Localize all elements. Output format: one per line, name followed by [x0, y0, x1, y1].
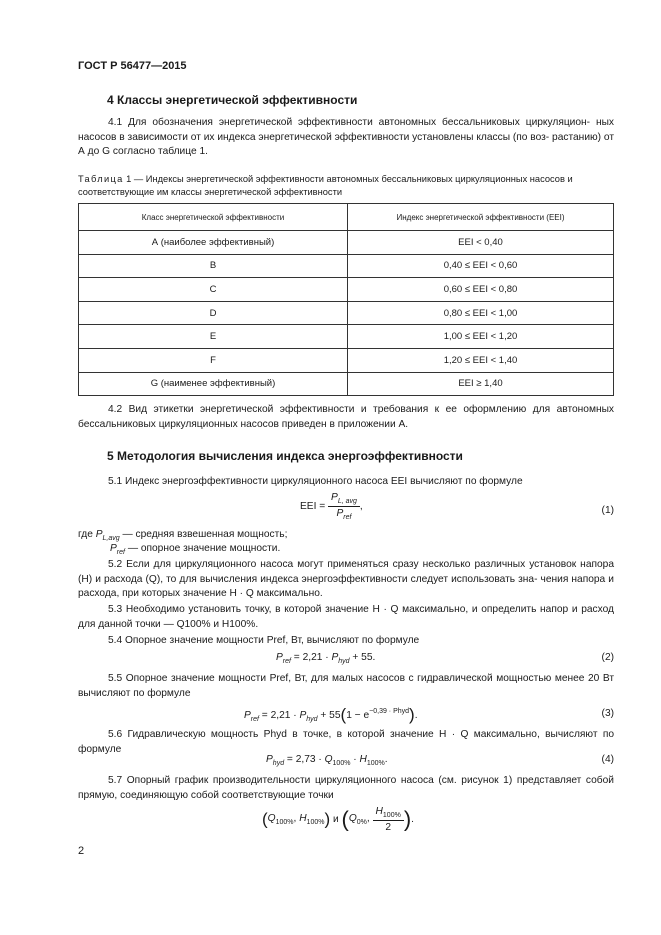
class-cell: F [79, 348, 348, 372]
class-cell: B [79, 254, 348, 278]
table-row [79, 301, 614, 325]
paragraph-5-3: 5.3 Необходимо установить точку, в которой значение H · Q максимально, и определить напор и расход для данной точки — Q100% и H100%. [78, 604, 614, 630]
paragraph-5-4: 5.4 Опорное значение мощности Pref, Вт, вычисляют по формуле [108, 635, 420, 646]
class-cell: E [79, 325, 348, 349]
table-row [79, 348, 614, 372]
eei-cell: 0,40 ≤ EEI < 0,60 [348, 254, 614, 278]
paragraph-4-1: 4.1 Для обозначения энергетической эффективности автономных бессальниковых циркуляцион- ных насосов в зависимости от их индекса энергетической эффективности установлены классы (по воз- растанию) от А до G согласно таблице 1. [78, 117, 614, 158]
table-header-row [79, 204, 614, 231]
section-5-title: 5 Методология вычисления индекса энергоэффективности [107, 449, 463, 463]
table-row [79, 325, 614, 349]
formula-1-fraction: $\frac{P_{L, avg}}{P_{ref}}$ [328, 492, 360, 521]
where-line-2: $P_{ref}$ — опорное значение мощности. [110, 543, 281, 556]
formula-3-number: (3) [601, 708, 614, 719]
table-row [79, 278, 614, 302]
formula-3: $P_{ref} = 2,21 \cdot P_{hyd} + 55(1 - e^{-0,39 \cdot Phyd})$. [244, 705, 418, 724]
paragraph-4-2: 4.2 Вид этикетки энергетической эффективности и требования к ее оформлению для автономных бессальниковых циркуляционных насосов приведен в приложении А. [78, 404, 614, 430]
formula-1: EEI = $\frac{P_{L, avg}}{P_{ref}}$ , [300, 492, 363, 521]
class-cell: C [79, 278, 348, 302]
paragraph-5-1: 5.1 Индекс энергоэффективности циркуляционного насоса EEI вычисляют по формуле [108, 476, 523, 487]
formula-4-number: (4) [601, 754, 614, 765]
eei-cell: EEI < 0,40 [348, 231, 614, 255]
eei-cell: 1,20 ≤ EEI < 1,40 [348, 348, 614, 372]
table-row [79, 231, 614, 255]
formula-1-number: (1) [601, 505, 614, 516]
eei-cell: 1,00 ≤ EEI < 1,20 [348, 325, 614, 349]
paragraph-5-7: 5.7 Опорный график производительности циркуляционного насоса (см. рисунок 1) представляет собой прямую, соединяющую собой соответствующие точки [78, 775, 614, 801]
table-caption-label: Таблица [78, 174, 124, 184]
class-cell: А (наиболее эффективный) [79, 231, 348, 255]
table-1-caption [78, 173, 614, 198]
eei-cell: 0,80 ≤ EEI < 1,00 [348, 301, 614, 325]
table-row [79, 372, 614, 396]
eei-cell: EEI ≥ 1,40 [348, 372, 614, 396]
formula-2: $P_{ref} = 2,21 \cdot P_{hyd} + 55$. [276, 652, 376, 665]
standard-header: ГОСТ Р 56477—2015 [78, 60, 187, 72]
formula-2-number: (2) [601, 652, 614, 663]
paragraph-5-2: 5.2 Если для циркуляционного насоса могут применяться сразу несколько различных установок напора (H) и расхода (Q), то для вычисления индекса энергоэффективности следует использовать зна- чения напора и расхода, при которых значение H · Q максимально. [78, 559, 614, 600]
formula-points: ($Q_{100\%}$, $H_{100\%}$) и ($Q_{0\%}$, $\frac{H_{100\%}}{2}$ ). [262, 806, 414, 833]
table-row [79, 254, 614, 278]
efficiency-class-table [78, 203, 614, 396]
eei-cell: 0,60 ≤ EEI < 0,80 [348, 278, 614, 302]
paragraph-5-6: 5.6 Гидравлическую мощность Phyd в точке, в которой значение H · Q максимально, вычисляют по формуле [78, 729, 614, 755]
where-line-1: где $P_{L,avg}$ — средняя взвешенная мощность; [78, 529, 288, 542]
section-4-title: 4 Классы энергетической эффективности [107, 93, 358, 107]
class-cell: G (наименее эффективный) [79, 372, 348, 396]
class-cell: D [79, 301, 348, 325]
page-number: 2 [78, 845, 85, 857]
formula-4: $P_{hyd} = 2,73 \cdot Q_{100\%} \cdot H_{100\%}$. [266, 754, 388, 767]
table-header-class: Класс энергетической эффективности [79, 204, 348, 231]
table-header-eei: Индекс энергетической эффективности (EEI) [348, 204, 614, 231]
table-caption-text: 1 — Индексы энергетической эффективности автономных бессальниковых циркуляционных насосов и соответствующие им классы энергетической эффективности [78, 174, 573, 197]
paragraph-5-5: 5.5 Опорное значение мощности Pref, Вт, для малых насосов с гидравлической мощностью менее 20 Вт вычисляют по формуле [78, 673, 614, 699]
